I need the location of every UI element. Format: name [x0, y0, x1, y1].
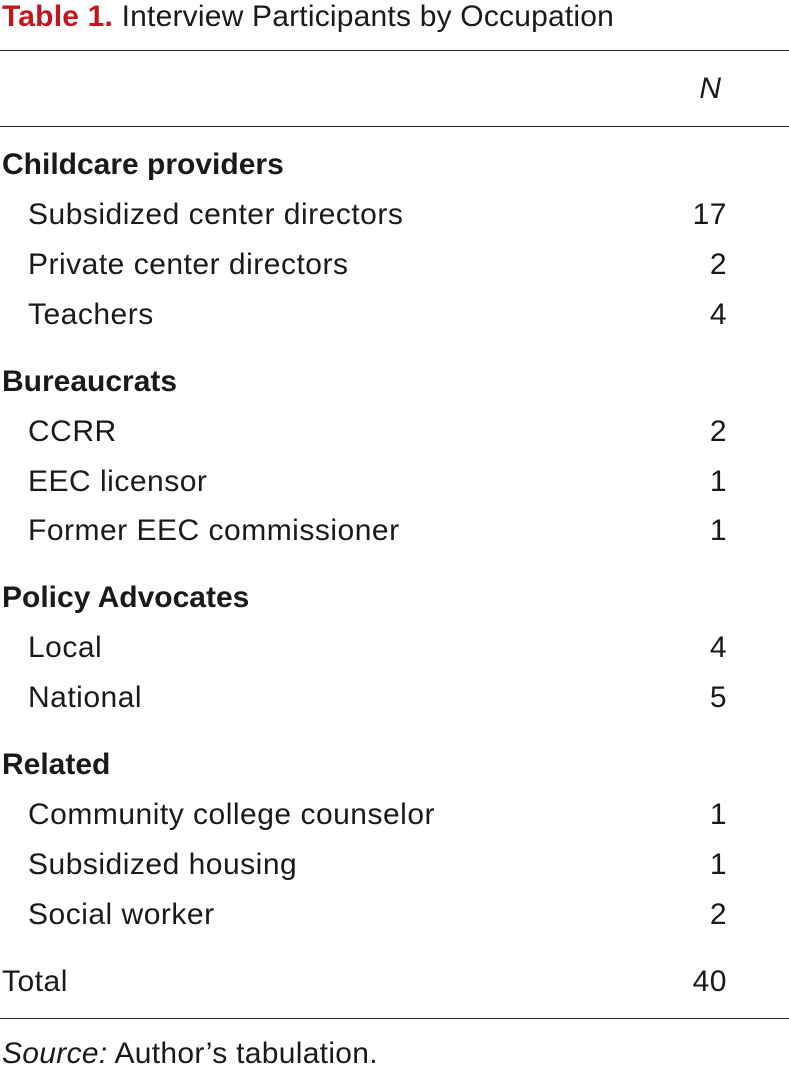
top-rule: [0, 50, 789, 51]
table-number-label: Table 1.: [2, 0, 114, 33]
total-value: 40: [692, 965, 727, 998]
row-value: 1: [709, 465, 727, 498]
row-value: 4: [709, 631, 727, 664]
table-row: [0, 245, 789, 285]
bottom-rule: [0, 1018, 789, 1019]
row-label: Private center directors: [28, 248, 349, 281]
row-label: National: [28, 681, 143, 714]
header-rule: [0, 126, 789, 127]
row-label: Former EEC commissioner: [28, 514, 400, 547]
row-value: 2: [709, 898, 727, 931]
row-value: 4: [709, 298, 727, 331]
table-row: [0, 845, 789, 885]
row-value: 2: [709, 248, 727, 281]
total-label: Total: [2, 965, 68, 998]
table-caption: [2, 0, 614, 36]
row-label: Subsidized housing: [28, 848, 298, 881]
row-label: Social worker: [28, 898, 215, 931]
table-row: [0, 412, 789, 452]
table-row: [0, 895, 789, 935]
group-heading-policy-advocates: Policy Advocates: [2, 581, 250, 614]
row-value: 1: [709, 848, 727, 881]
table-row: [0, 511, 789, 551]
table-title: Interview Participants by Occupation: [121, 0, 615, 33]
row-label: Teachers: [28, 298, 154, 331]
source-note: [2, 1036, 378, 1072]
row-value: 2: [709, 415, 727, 448]
table-row: [0, 795, 789, 835]
table-row: [0, 195, 789, 235]
table-row: [0, 628, 789, 668]
row-label: EEC licensor: [28, 465, 208, 498]
table-row: [0, 462, 789, 502]
group-heading-bureaucrats: Bureaucrats: [2, 365, 178, 398]
table-row: [0, 295, 789, 335]
row-label: Local: [28, 631, 103, 664]
source-label: Source:: [2, 1037, 108, 1070]
table-row: [0, 678, 789, 718]
column-header-n: N: [699, 72, 721, 105]
group-heading-childcare-providers: Childcare providers: [2, 148, 284, 181]
row-label: CCRR: [28, 415, 117, 448]
row-label: Subsidized center directors: [28, 198, 404, 231]
group-heading-related: Related: [2, 748, 111, 781]
row-value: 17: [692, 198, 727, 231]
total-row: [0, 962, 789, 1002]
source-text: Author’s tabulation.: [114, 1037, 378, 1070]
row-value: 1: [709, 798, 727, 831]
row-value: 5: [709, 681, 727, 714]
row-label: Community college counselor: [28, 798, 436, 831]
row-value: 1: [709, 514, 727, 547]
